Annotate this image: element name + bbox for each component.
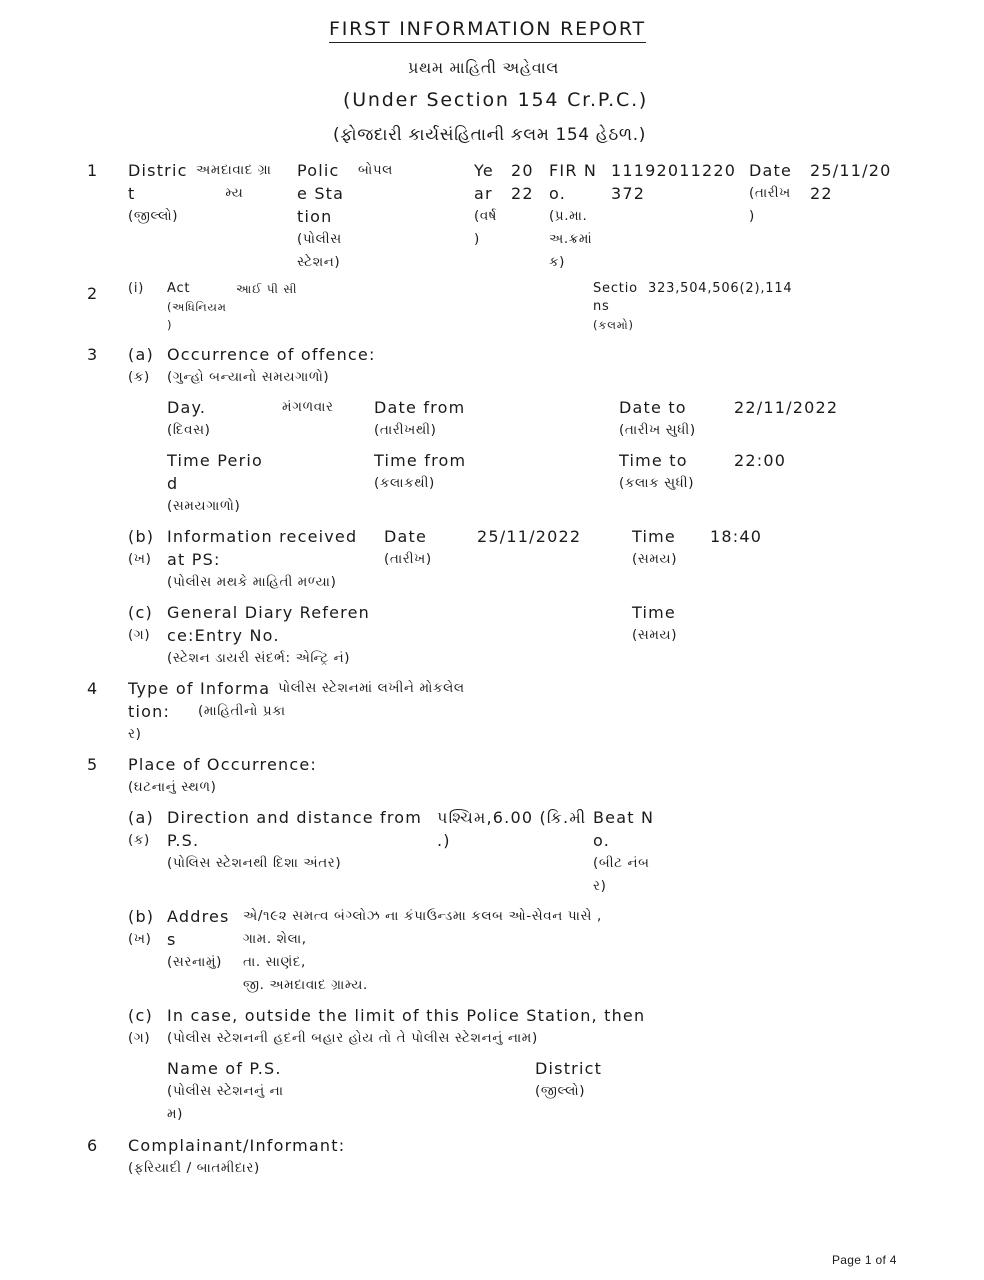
year-label-gujarati: (વર્ષ ): [474, 208, 498, 247]
section-3a-marker-gujarati: (ક): [128, 369, 150, 385]
section-3a-marker: (a): [128, 345, 154, 364]
address-value: એ/૧૯૨ સમત્વ બંગ્લોઝ ના કંપાઉન્ડમા કલબ ઓ-સેવન પાસે , ગામ. શેલા, તા. સાણંદ, જી. અમદાવાદ ગ્રામ્ય.: [243, 908, 602, 993]
info-time-label-gujarati: (સમય): [632, 551, 678, 567]
section-3-number: 3: [87, 345, 99, 364]
date-label: Date: [749, 161, 793, 180]
section-4-number: 4: [87, 679, 99, 698]
direction-distance-label-gujarati: (પોલિસ સ્ટેશનથી દિશા અંતર): [167, 855, 342, 871]
date-label-gujarati: (તારીખ ): [749, 185, 791, 224]
gd-time-label: Time: [632, 603, 676, 622]
section-1-number: 1: [87, 161, 99, 180]
police-station-label-gujarati: (પોલીસ સ્ટેશન): [297, 231, 342, 270]
time-to-label-gujarati: (કલાક સુધી): [619, 475, 695, 491]
type-of-information-label: Type of Informa tion:: [128, 679, 271, 721]
year-value: 20 22: [511, 161, 534, 203]
section-5c-marker-gujarati: (ગ): [128, 1030, 151, 1046]
info-date-value: 25/11/2022: [477, 527, 582, 546]
year-label: Ye ar: [474, 161, 494, 203]
sections-label-gujarati: (કલમો): [593, 318, 634, 332]
section-2-number: 2: [87, 284, 99, 303]
act-value: આઈ પી સી: [236, 282, 298, 296]
fir-number-label-gujarati: (પ્ર.મા. અ.ક્રમાં ક): [549, 208, 593, 270]
report-section-gujarati: (ફોજદારી કાર્યસંહિતાની કલમ 154 હેઠળ.): [333, 125, 646, 145]
general-diary-label: General Diary Referen ce:Entry No.: [167, 603, 370, 645]
day-label: Day.: [167, 398, 207, 417]
police-station-value: બોપલ: [358, 162, 393, 178]
district-value: અમદાવાદ ગ્રા મ્ય: [196, 162, 272, 201]
section-5a-marker: (a): [128, 808, 154, 827]
time-period-label-gujarati: (સમયગાળો): [167, 498, 241, 514]
address-label-gujarati: (સરનામું): [167, 954, 222, 970]
type-of-information-label-gujarati-end: ર): [128, 726, 142, 742]
occurrence-label-gujarati: (ગુન્હો બન્યાનો સમયગાળો): [167, 369, 330, 385]
time-period-label: Time Perio d: [167, 451, 263, 493]
ps-name-label: Name of P.S.: [167, 1059, 282, 1078]
gd-time-label-gujarati: (સમય): [632, 627, 678, 643]
fir-number-label: FIR N o.: [549, 161, 598, 203]
info-received-label: Information received at PS:: [167, 527, 358, 569]
report-title-gujarati: પ્રથમ માહિતી અહેવાલ: [408, 58, 559, 77]
info-time-value: 18:40: [710, 527, 763, 546]
date-to-label-gujarati: (તારીખ સુધી): [619, 422, 696, 438]
info-received-label-gujarati: (પોલીસ મથકે માહિતી મળ્યા): [167, 574, 337, 590]
date-value: 25/11/20 22: [810, 161, 892, 203]
section-3c-marker-gujarati: (ગ): [128, 627, 151, 643]
complainant-label-gujarati: (ફરિયાદી / બાતમીદાર): [128, 1160, 260, 1176]
time-from-label-gujarati: (કલાકથી): [374, 475, 435, 491]
report-title: FIRST INFORMATION REPORT: [329, 18, 646, 43]
day-value: મંગળવાર: [282, 399, 334, 415]
act-label: Act: [167, 281, 191, 296]
sections-label: Sectio ns: [593, 281, 638, 314]
section-2-sub: (i): [128, 281, 145, 296]
district-label-gujarati: (જીલ્લો): [128, 208, 179, 224]
section-6-number: 6: [87, 1136, 99, 1155]
other-district-label: District: [535, 1059, 603, 1078]
type-of-information-label-gujarati: (માહિતીનો પ્રકા: [198, 703, 286, 719]
other-district-label-gujarati: (જીલ્લો): [535, 1083, 586, 1099]
act-label-gujarati: (અધિનિયમ ): [167, 300, 227, 332]
section-5-number: 5: [87, 755, 99, 774]
section-5b-marker-gujarati: (ખ): [128, 931, 152, 947]
date-from-label-gujarati: (તારીખથી): [374, 422, 437, 438]
date-from-label: Date from: [374, 398, 466, 417]
beat-number-label-gujarati: (બીટ નંબ ર): [593, 855, 650, 894]
police-station-label: Polic e Sta tion: [297, 161, 345, 226]
address-label: Addres s: [167, 907, 230, 949]
outside-limit-label: In case, outside the limit of this Police Station, then: [167, 1006, 646, 1025]
place-of-occurrence-label-gujarati: (ઘટનાનું સ્થળ): [128, 779, 217, 795]
place-of-occurrence-label: Place of Occurrence:: [128, 755, 317, 774]
direction-distance-value: પશ્ચિમ,6.00 (કિ.મી .): [437, 808, 587, 850]
info-date-label-gujarati: (તારીખ): [384, 551, 432, 567]
section-5b-marker: (b): [128, 907, 155, 926]
ps-name-label-gujarati: (પોલીસ સ્ટેશનનું ના મ): [167, 1083, 284, 1122]
sections-value: 323,504,506(2),114: [648, 281, 793, 296]
occurrence-label: Occurrence of offence:: [167, 345, 376, 364]
section-3b-marker: (b): [128, 527, 155, 546]
info-date-label: Date: [384, 527, 428, 546]
date-to-label: Date to: [619, 398, 687, 417]
day-label-gujarati: (દિવસ): [167, 422, 211, 438]
section-5a-marker-gujarati: (ક): [128, 832, 150, 848]
beat-number-label: Beat N o.: [593, 808, 655, 850]
outside-limit-label-gujarati: (પોલીસ સ્ટેશનની હદની બહાર હોય તો તે પોલીસ સ્ટેશનનું નામ): [167, 1030, 538, 1046]
type-of-information-value: પોલીસ સ્ટેશનમાં લખીને મોકલેલ: [278, 680, 465, 696]
direction-distance-label: Direction and distance from P.S.: [167, 808, 423, 850]
info-time-label: Time: [632, 527, 676, 546]
district-label: Distric t: [128, 161, 188, 203]
time-from-label: Time from: [374, 451, 467, 470]
general-diary-label-gujarati: (સ્ટેશન ડાયરી સંદર્ભ: એન્ટ્રિ નં): [167, 650, 351, 666]
section-3c-marker: (c): [128, 603, 153, 622]
time-to-label: Time to: [619, 451, 688, 470]
date-to-value: 22/11/2022: [734, 398, 839, 417]
page-number: Page 1 of 4: [832, 1253, 897, 1267]
fir-number-value: 11192011220 372: [611, 161, 737, 203]
complainant-label: Complainant/Informant:: [128, 1136, 346, 1155]
section-3b-marker-gujarati: (ખ): [128, 551, 152, 567]
time-to-value: 22:00: [734, 451, 787, 470]
report-section: (Under Section 154 Cr.P.C.): [343, 89, 649, 111]
section-5c-marker: (c): [128, 1006, 153, 1025]
